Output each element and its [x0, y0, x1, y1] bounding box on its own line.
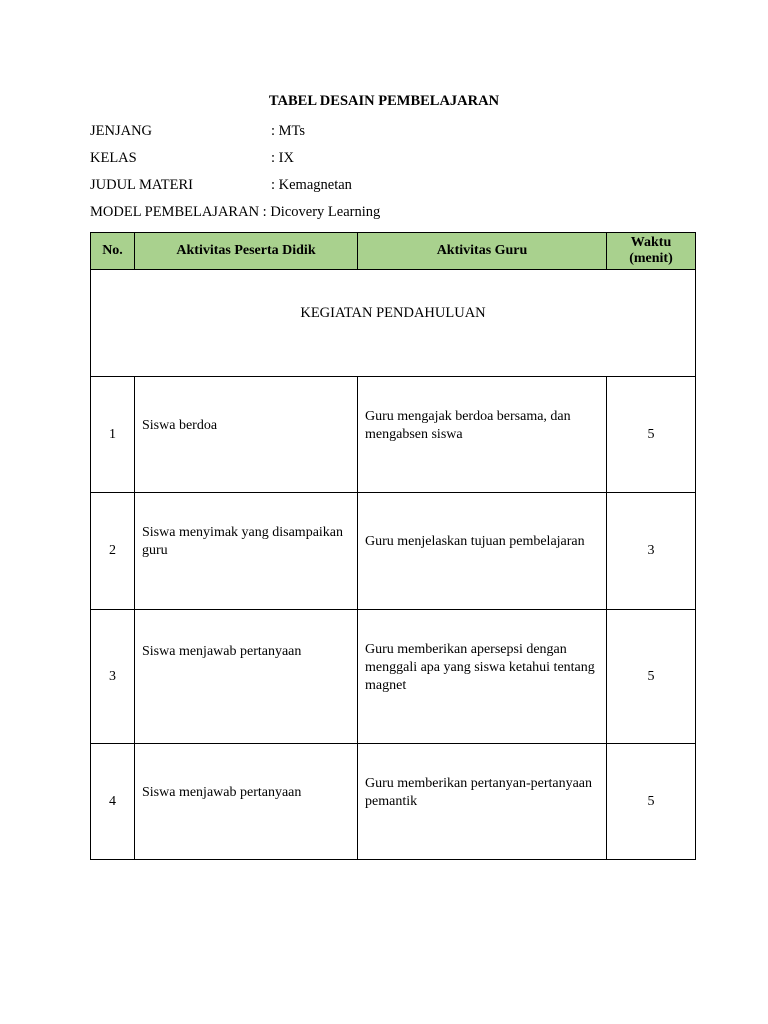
- meta-row-jenjang: [90, 122, 305, 140]
- student-activity-cell: [135, 493, 358, 610]
- table-row: [91, 377, 696, 493]
- header-time-line1: Waktu: [630, 235, 672, 250]
- table-row: [91, 610, 696, 744]
- section-row: [91, 270, 696, 377]
- teacher-activity-text: Guru mengajak berdoa bersama, dan mengabsen siswa: [365, 408, 571, 442]
- teacher-activity-text: Guru memberikan apersepsi dengan menggali apa yang siswa ketahui tentang magnet: [365, 641, 595, 693]
- meta-value: : IX: [271, 150, 294, 166]
- header-no: No.: [91, 233, 135, 270]
- meta-value: : MTs: [271, 123, 306, 139]
- table-row: [91, 493, 696, 610]
- teacher-activity-cell: [358, 493, 607, 610]
- meta-label: KELAS: [90, 150, 137, 166]
- time-value: 5: [607, 377, 696, 493]
- meta-row-model-pembelajaran: [90, 203, 380, 221]
- section-title: [91, 270, 696, 377]
- teacher-activity-text: Guru menjelaskan tujuan pembelajaran: [365, 534, 585, 549]
- teacher-activity-cell: [358, 744, 607, 860]
- student-activity-text: Siswa menjawab pertanyaan: [142, 643, 302, 659]
- meta-label: MODEL PEMBELAJARAN: [90, 204, 260, 220]
- learning-design-table: [90, 232, 696, 860]
- student-activity-text: Siswa menjawab pertanyaan: [142, 784, 302, 800]
- row-number: 4: [91, 744, 135, 860]
- row-number: 2: [91, 493, 135, 610]
- meta-row-judul-materi: [90, 176, 352, 194]
- student-activity-text: Siswa menyimak yang disampaikan guru: [142, 525, 344, 558]
- header-teacher-activity: Aktivitas Guru: [358, 233, 607, 270]
- time-value: 3: [607, 493, 696, 610]
- teacher-activity-cell: [358, 377, 607, 493]
- teacher-activity-cell: [358, 610, 607, 744]
- row-number: 3: [91, 610, 135, 744]
- header-time-line2: (menit): [629, 251, 673, 266]
- meta-row-kelas: [90, 149, 294, 167]
- student-activity-cell: [135, 377, 358, 493]
- row-number: 1: [91, 377, 135, 493]
- student-activity-cell: [135, 744, 358, 860]
- section-title-text: KEGIATAN PENDAHULUAN: [300, 305, 486, 321]
- student-activity-text: Siswa berdoa: [142, 417, 218, 433]
- time-value: 5: [607, 610, 696, 744]
- meta-label: JENJANG: [90, 123, 153, 139]
- meta-value: : Kemagnetan: [271, 177, 352, 193]
- teacher-activity-text: Guru memberikan pertanyan-pertanyaan pemantik: [365, 775, 593, 809]
- time-value: 5: [607, 744, 696, 860]
- meta-value: : Dicovery Learning: [262, 204, 381, 220]
- table-header-row: [91, 233, 696, 270]
- header-time: [607, 233, 696, 270]
- student-activity-cell: [135, 610, 358, 744]
- document-title: TABEL DESAIN PEMBELAJARAN: [268, 93, 500, 109]
- meta-label: JUDUL MATERI: [90, 177, 193, 193]
- table-row: [91, 744, 696, 860]
- header-student-activity: Aktivitas Peserta Didik: [135, 233, 358, 270]
